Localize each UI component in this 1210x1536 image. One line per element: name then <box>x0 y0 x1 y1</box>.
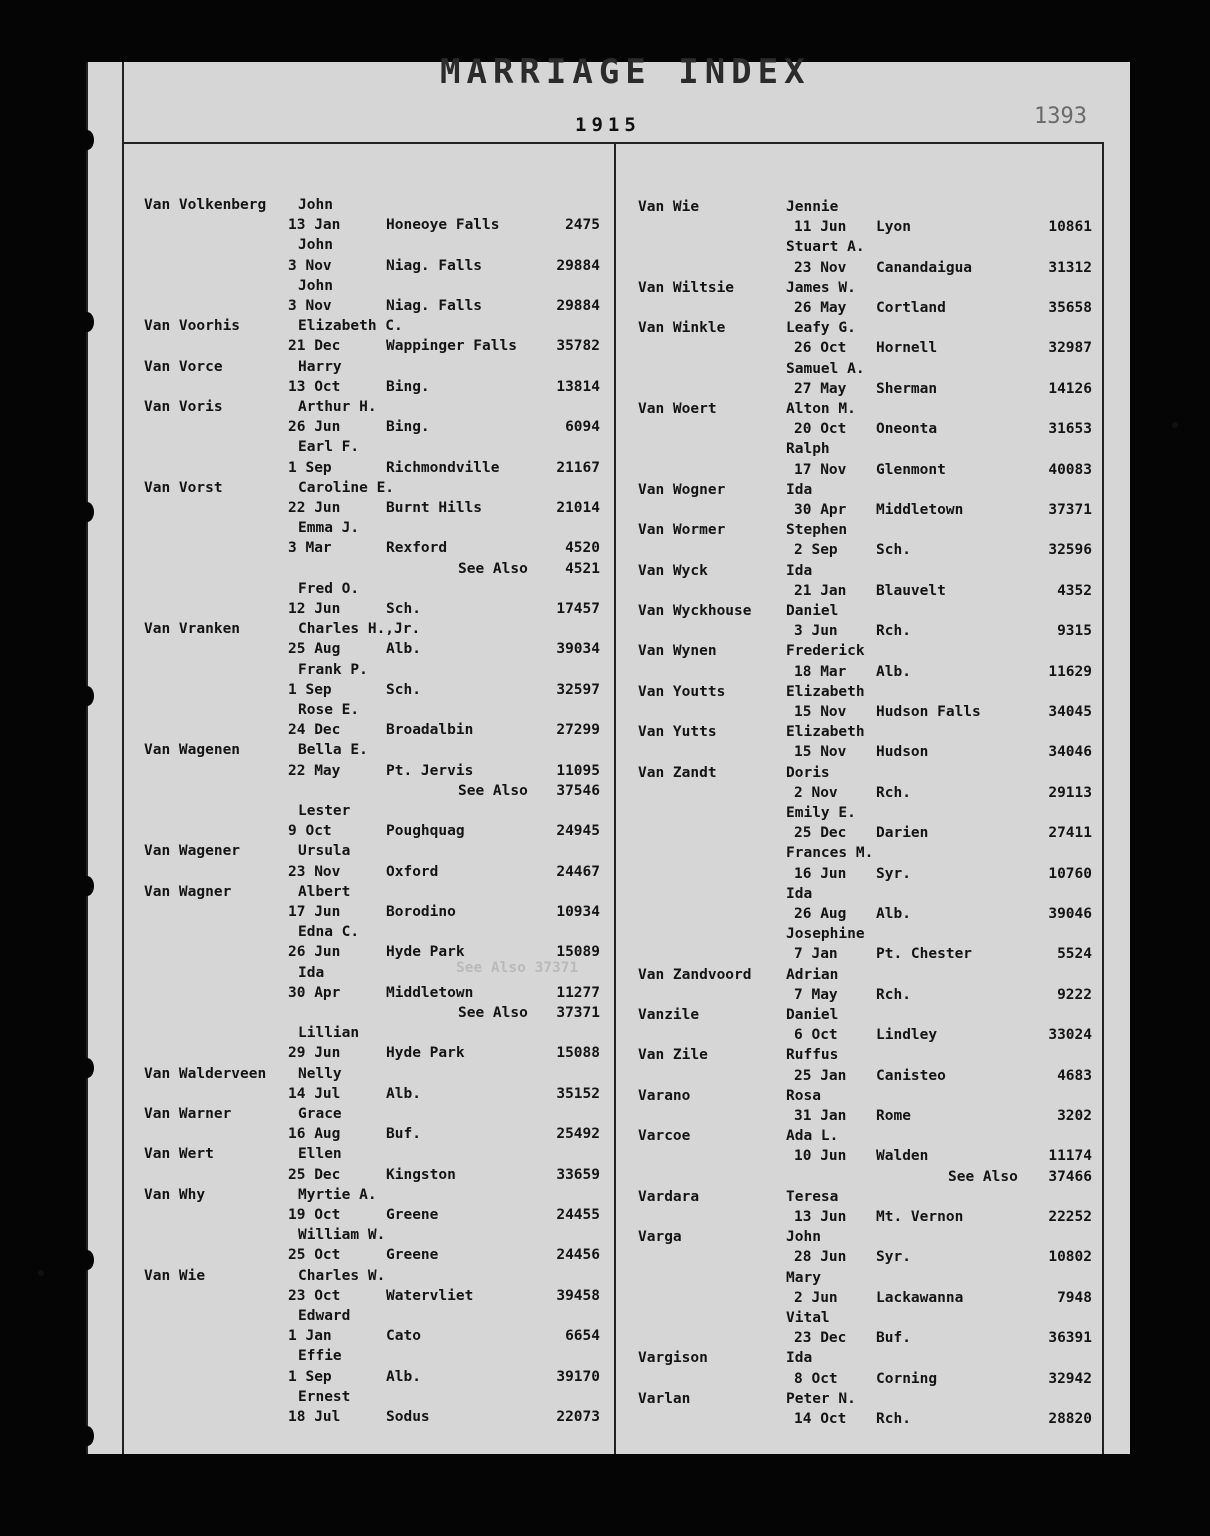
marriage-date: 19 Oct <box>288 1207 341 1223</box>
marriage-date: 13 Jan <box>288 217 341 234</box>
place: Rch. <box>876 784 911 801</box>
binder-hole <box>80 130 94 150</box>
certificate-number: 29113 <box>1048 784 1092 801</box>
binder-hole <box>80 1250 94 1270</box>
place: Canandaigua <box>876 259 973 276</box>
place: Oxford <box>386 863 439 880</box>
given-name: Earl F. <box>298 439 360 456</box>
certificate-number: 4683 <box>1057 1067 1092 1084</box>
surname: Van Zandvoord <box>638 966 752 983</box>
given-name: Emma J. <box>298 520 360 537</box>
place: Hudson <box>876 744 929 761</box>
place: Hyde Park <box>386 944 465 961</box>
given-name: Ruffus <box>786 1047 839 1064</box>
marriage-date: 25 Dec <box>794 825 847 842</box>
given-name: Leafy G. <box>786 320 856 337</box>
binder-hole <box>80 876 94 896</box>
place: Richmondville <box>386 459 500 476</box>
marriage-date: 20 Oct <box>794 421 847 438</box>
given-name: Adrian <box>786 966 839 983</box>
place: Buf. <box>876 1330 911 1347</box>
given-name: Ida <box>786 481 813 498</box>
speck <box>1172 422 1178 428</box>
certificate-number: 15088 <box>556 1045 600 1062</box>
place: Sodus <box>386 1409 430 1425</box>
marriage-date: 10 Jun <box>794 1148 847 1165</box>
certificate-number: 32987 <box>1048 340 1092 357</box>
place: Poughquag <box>386 823 465 840</box>
given-name: Myrtie A. <box>298 1186 377 1203</box>
given-name: Rosa <box>786 1087 821 1104</box>
marriage-date: 18 Jul <box>288 1409 341 1425</box>
certificate-number: 22252 <box>1048 1209 1092 1225</box>
place: Rexford <box>386 540 448 557</box>
place: Lindley <box>876 1027 938 1044</box>
surname: Vargison <box>638 1350 708 1367</box>
see-also-label: See Also <box>458 782 528 799</box>
index-year: 1915 <box>575 114 641 136</box>
place: Darien <box>876 825 929 842</box>
marriage-date: 24 Dec <box>288 722 341 739</box>
given-name: Ida <box>786 885 813 902</box>
marriage-date: 12 Jun <box>288 601 341 617</box>
given-name: Bella E. <box>298 742 368 759</box>
place: Mt. Vernon <box>876 1209 964 1225</box>
given-name: Emily E. <box>786 805 856 821</box>
surname: Van Wynen <box>638 643 717 660</box>
marriage-date: 25 Jan <box>794 1067 847 1084</box>
marriage-date: 1 Sep <box>288 459 332 476</box>
marriage-date: 3 Jun <box>794 623 838 640</box>
certificate-number: 9315 <box>1057 623 1092 640</box>
surname: Van Wagener <box>144 843 241 860</box>
given-name: John <box>298 237 333 254</box>
marriage-date: 21 Dec <box>288 338 341 355</box>
place: Sherman <box>876 380 938 397</box>
marriage-date: 23 Nov <box>288 863 341 880</box>
certificate-number: 37371 <box>1048 502 1092 518</box>
given-name: Elizabeth C. <box>298 318 403 335</box>
certificate-number: 39046 <box>1048 906 1092 922</box>
place: Honeoye Falls <box>386 217 500 234</box>
place: Pt. Jervis <box>386 762 474 779</box>
given-name: Harry <box>298 358 342 375</box>
given-name: Arthur H. <box>298 399 377 415</box>
see-also-label: See Also <box>458 1005 528 1021</box>
marriage-date: 1 Sep <box>288 1368 332 1385</box>
given-name: Elizabeth <box>786 724 865 741</box>
marriage-date: 25 Dec <box>288 1166 341 1183</box>
certificate-number: 10802 <box>1048 1249 1092 1266</box>
marriage-date: 26 Jun <box>288 419 341 436</box>
marriage-date: 29 Jun <box>288 1045 341 1062</box>
certificate-number: 32597 <box>556 681 600 698</box>
place: Burnt Hills <box>386 500 483 516</box>
place: Alb. <box>876 663 911 680</box>
surname: Van Vorce <box>144 358 223 375</box>
given-name: Daniel <box>786 1007 839 1023</box>
marriage-date: 15 Nov <box>794 704 847 720</box>
certificate-number: 14126 <box>1048 380 1092 397</box>
marriage-date: 2 Nov <box>794 784 838 801</box>
surname: Van Wyckhouse <box>638 603 752 619</box>
place: Buf. <box>386 1126 421 1143</box>
marriage-date: 26 Aug <box>794 906 847 922</box>
place: Sch. <box>876 542 911 559</box>
column-divider <box>614 142 616 1454</box>
surname: Van Zile <box>638 1047 708 1064</box>
marriage-date: 30 Apr <box>288 984 341 1001</box>
marriage-date: 31 Jan <box>794 1108 847 1124</box>
given-name: Doris <box>786 764 830 781</box>
given-name: Fred O. <box>298 580 360 597</box>
given-name: Frederick <box>786 643 865 660</box>
given-name: Lillian <box>298 1025 360 1042</box>
place: Rch. <box>876 1411 911 1427</box>
given-name: Edna C. <box>298 924 360 941</box>
given-name: John <box>298 277 333 294</box>
certificate-number: 34046 <box>1048 744 1092 761</box>
given-name: Ida <box>786 562 813 579</box>
given-name: Samuel A. <box>786 360 865 377</box>
given-name: Josephine <box>786 926 865 943</box>
marriage-date: 1 Jan <box>288 1328 332 1345</box>
surname: Van Vranken <box>144 621 241 638</box>
marriage-date: 25 Aug <box>288 641 341 658</box>
place: Hornell <box>876 340 938 357</box>
certificate-number: 10760 <box>1048 865 1092 882</box>
given-name: Ida <box>298 964 325 981</box>
marriage-date: 13 Jun <box>794 1209 847 1225</box>
given-name: Stuart A. <box>786 239 865 256</box>
given-name: Charles W. <box>298 1267 386 1284</box>
marriage-date: 3 Mar <box>288 540 332 557</box>
given-name: Charles H.,Jr. <box>298 621 421 638</box>
see-also-number: 4521 <box>565 560 600 577</box>
certificate-number: 31312 <box>1048 259 1092 276</box>
certificate-number: 33659 <box>556 1166 600 1183</box>
surname: Van Wyck <box>638 562 708 579</box>
given-name: Frances M. <box>786 845 874 862</box>
place: Broadalbin <box>386 722 474 739</box>
certificate-number: 21167 <box>556 459 600 476</box>
surname: Van Wogner <box>638 481 726 498</box>
binder-hole <box>80 502 94 522</box>
place: Alb. <box>876 906 911 922</box>
given-name: William W. <box>298 1227 386 1244</box>
marriage-date: 21 Jan <box>794 582 847 599</box>
page-number: 1393 <box>1034 104 1087 129</box>
certificate-number: 32596 <box>1048 542 1092 559</box>
place: Borodino <box>386 904 456 920</box>
given-name: James W. <box>786 279 856 296</box>
certificate-number: 27299 <box>556 722 600 739</box>
place: Kingston <box>386 1166 456 1183</box>
certificate-number: 24456 <box>556 1247 600 1264</box>
surname: Vardara <box>638 1188 700 1205</box>
certificate-number: 34045 <box>1048 704 1092 720</box>
surname: Varano <box>638 1087 691 1104</box>
given-name: Ada L. <box>786 1128 839 1145</box>
marriage-date: 9 Oct <box>288 823 332 840</box>
binder-hole <box>80 312 94 332</box>
place: Middletown <box>876 502 964 518</box>
surname: Vanzile <box>638 1007 700 1023</box>
given-name: Elizabeth <box>786 683 865 700</box>
place: Niag. Falls <box>386 298 483 314</box>
given-name: Alton M. <box>786 401 856 417</box>
marriage-date: 13 Oct <box>288 378 341 395</box>
certificate-number: 10934 <box>556 904 600 920</box>
certificate-number: 35782 <box>556 338 600 355</box>
marriage-date: 27 May <box>794 380 847 397</box>
certificate-number: 35152 <box>556 1085 600 1102</box>
surname: Varga <box>638 1229 682 1246</box>
surname: Van Voris <box>144 399 223 415</box>
marriage-date: 3 Nov <box>288 257 332 274</box>
surname: Van Winkle <box>638 320 726 337</box>
given-name: Grace <box>298 1106 342 1122</box>
place: Alb. <box>386 1085 421 1102</box>
surname: Van Zandt <box>638 764 717 781</box>
given-name: Stephen <box>786 522 848 539</box>
certificate-number: 3202 <box>1057 1108 1092 1124</box>
marriage-date: 14 Jul <box>288 1085 341 1102</box>
certificate-number: 24455 <box>556 1207 600 1223</box>
given-name: Ralph <box>786 441 830 458</box>
place: Pt. Chester <box>876 946 973 963</box>
marriage-date: 30 Apr <box>794 502 847 518</box>
place: Greene <box>386 1247 439 1264</box>
place: Syr. <box>876 865 911 882</box>
left-margin-rule <box>122 62 124 1454</box>
surname: Van Volkenberg <box>144 197 267 213</box>
given-name: Lester <box>298 803 351 819</box>
right-margin-rule <box>1102 142 1104 1454</box>
binder-hole <box>80 1426 94 1446</box>
given-name: Ellen <box>298 1146 342 1163</box>
speck <box>38 1270 44 1276</box>
given-name: Edward <box>298 1308 351 1324</box>
certificate-number: 40083 <box>1048 461 1092 478</box>
marriage-date: 28 Jun <box>794 1249 847 1266</box>
certificate-number: 17457 <box>556 601 600 617</box>
place: Blauvelt <box>876 582 946 599</box>
surname: Van Wie <box>638 199 700 215</box>
faded-see-also-note: See Also 37371 <box>456 960 579 976</box>
marriage-date: 23 Nov <box>794 259 847 276</box>
surname: Van Wagenen <box>144 742 241 759</box>
certificate-number: 35658 <box>1048 300 1092 316</box>
marriage-date: 23 Dec <box>794 1330 847 1347</box>
binder-hole <box>80 686 94 706</box>
surname: Van Why <box>144 1186 206 1203</box>
place: Alb. <box>386 641 421 658</box>
place: Cato <box>386 1328 421 1345</box>
surname: Van Voorhis <box>144 318 241 335</box>
marriage-date: 3 Nov <box>288 298 332 314</box>
place: Lackawanna <box>876 1289 964 1306</box>
place: Cortland <box>876 300 946 316</box>
given-name: Peter N. <box>786 1390 856 1407</box>
place: Syr. <box>876 1249 911 1266</box>
marriage-date: 26 May <box>794 300 847 316</box>
marriage-date: 7 May <box>794 986 838 1003</box>
certificate-number: 15089 <box>556 944 600 961</box>
marriage-date: 23 Oct <box>288 1287 341 1304</box>
see-also-label: See Also <box>458 560 528 577</box>
given-name: Frank P. <box>298 661 368 678</box>
surname: Van Wiltsie <box>638 279 735 296</box>
given-name: John <box>786 1229 821 1246</box>
marriage-date: 22 May <box>288 762 341 779</box>
surname: Van Wie <box>144 1267 206 1284</box>
marriage-date: 15 Nov <box>794 744 847 761</box>
marriage-date: 26 Oct <box>794 340 847 357</box>
marriage-date: 7 Jan <box>794 946 838 963</box>
place: Sch. <box>386 601 421 617</box>
certificate-number: 24467 <box>556 863 600 880</box>
marriage-date: 18 Mar <box>794 663 847 680</box>
given-name: Vital <box>786 1310 830 1326</box>
certificate-number: 21014 <box>556 500 600 516</box>
given-name: Albert <box>298 883 351 900</box>
surname: Van Yutts <box>638 724 717 741</box>
certificate-number: 32942 <box>1048 1370 1092 1387</box>
place: Corning <box>876 1370 938 1387</box>
marriage-date: 11 Jun <box>794 219 847 236</box>
place: Bing. <box>386 378 430 395</box>
certificate-number: 39458 <box>556 1287 600 1304</box>
certificate-number: 11095 <box>556 762 600 779</box>
place: Rome <box>876 1108 911 1124</box>
certificate-number: 33024 <box>1048 1027 1092 1044</box>
certificate-number: 28820 <box>1048 1411 1092 1427</box>
place: Hudson Falls <box>876 704 981 720</box>
certificate-number: 5524 <box>1057 946 1092 963</box>
certificate-number: 10861 <box>1048 219 1092 236</box>
see-also-number: 37466 <box>1048 1168 1092 1185</box>
certificate-number: 4520 <box>565 540 600 557</box>
certificate-number: 11277 <box>556 984 600 1001</box>
surname: Van Warner <box>144 1106 232 1122</box>
place: Rch. <box>876 623 911 640</box>
binder-hole <box>80 1058 94 1078</box>
place: Sch. <box>386 681 421 698</box>
marriage-date: 6 Oct <box>794 1027 838 1044</box>
see-also-label: See Also <box>948 1168 1018 1185</box>
marriage-date: 17 Jun <box>288 904 341 920</box>
marriage-date: 16 Aug <box>288 1126 341 1143</box>
place: Niag. Falls <box>386 257 483 274</box>
given-name: John <box>298 197 333 213</box>
certificate-number: 13814 <box>556 378 600 395</box>
surname: Varlan <box>638 1390 691 1407</box>
surname: Van Wormer <box>638 522 726 539</box>
place: Oneonta <box>876 421 938 438</box>
given-name: Jennie <box>786 199 839 215</box>
surname: Van Walderveen <box>144 1065 267 1082</box>
certificate-number: 39170 <box>556 1368 600 1385</box>
certificate-number: 9222 <box>1057 986 1092 1003</box>
see-also-number: 37371 <box>556 1005 600 1021</box>
marriage-date: 17 Nov <box>794 461 847 478</box>
given-name: Effie <box>298 1348 342 1365</box>
place: Glenmont <box>876 461 946 478</box>
marriage-date: 2 Sep <box>794 542 838 559</box>
given-name: Ida <box>786 1350 813 1367</box>
marriage-date: 22 Jun <box>288 500 341 516</box>
place: Watervliet <box>386 1287 474 1304</box>
certificate-number: 2475 <box>565 217 600 234</box>
page-title: MARRIAGE INDEX <box>440 52 811 92</box>
place: Lyon <box>876 219 911 236</box>
marriage-date: 2 Jun <box>794 1289 838 1306</box>
surname: Van Wagner <box>144 883 232 900</box>
marriage-date: 26 Jun <box>288 944 341 961</box>
certificate-number: 11629 <box>1048 663 1092 680</box>
index-page <box>86 62 1130 1454</box>
marriage-date: 1 Sep <box>288 681 332 698</box>
given-name: Mary <box>786 1269 821 1286</box>
place: Alb. <box>386 1368 421 1385</box>
certificate-number: 39034 <box>556 641 600 658</box>
certificate-number: 31653 <box>1048 421 1092 438</box>
place: Wappinger Falls <box>386 338 517 355</box>
surname: Van Woert <box>638 401 717 417</box>
certificate-number: 29884 <box>556 298 600 314</box>
place: Canisteo <box>876 1067 946 1084</box>
given-name: Rose E. <box>298 702 360 718</box>
given-name: Ernest <box>298 1388 351 1405</box>
certificate-number: 29884 <box>556 257 600 274</box>
given-name: Teresa <box>786 1188 839 1205</box>
certificate-number: 6654 <box>565 1328 600 1345</box>
certificate-number: 6094 <box>565 419 600 436</box>
surname: Van Youtts <box>638 683 726 700</box>
certificate-number: 25492 <box>556 1126 600 1143</box>
place: Walden <box>876 1148 929 1165</box>
marriage-date: 16 Jun <box>794 865 847 882</box>
certificate-number: 4352 <box>1057 582 1092 599</box>
marriage-date: 14 Oct <box>794 1411 847 1427</box>
certificate-number: 27411 <box>1048 825 1092 842</box>
given-name: Caroline E. <box>298 479 395 496</box>
place: Bing. <box>386 419 430 436</box>
see-also-number: 37546 <box>556 782 600 799</box>
surname: Van Vorst <box>144 479 223 496</box>
marriage-date: 8 Oct <box>794 1370 838 1387</box>
certificate-number: 36391 <box>1048 1330 1092 1347</box>
surname: Van Wert <box>144 1146 214 1163</box>
certificate-number: 11174 <box>1048 1148 1092 1165</box>
given-name: Ursula <box>298 843 351 860</box>
place: Rch. <box>876 986 911 1003</box>
surname: Varcoe <box>638 1128 691 1145</box>
marriage-date: 25 Oct <box>288 1247 341 1264</box>
certificate-number: 24945 <box>556 823 600 840</box>
given-name: Daniel <box>786 603 839 619</box>
certificate-number: 7948 <box>1057 1289 1092 1306</box>
place: Greene <box>386 1207 439 1223</box>
place: Hyde Park <box>386 1045 465 1062</box>
given-name: Nelly <box>298 1065 342 1082</box>
place: Middletown <box>386 984 474 1001</box>
certificate-number: 22073 <box>556 1409 600 1425</box>
